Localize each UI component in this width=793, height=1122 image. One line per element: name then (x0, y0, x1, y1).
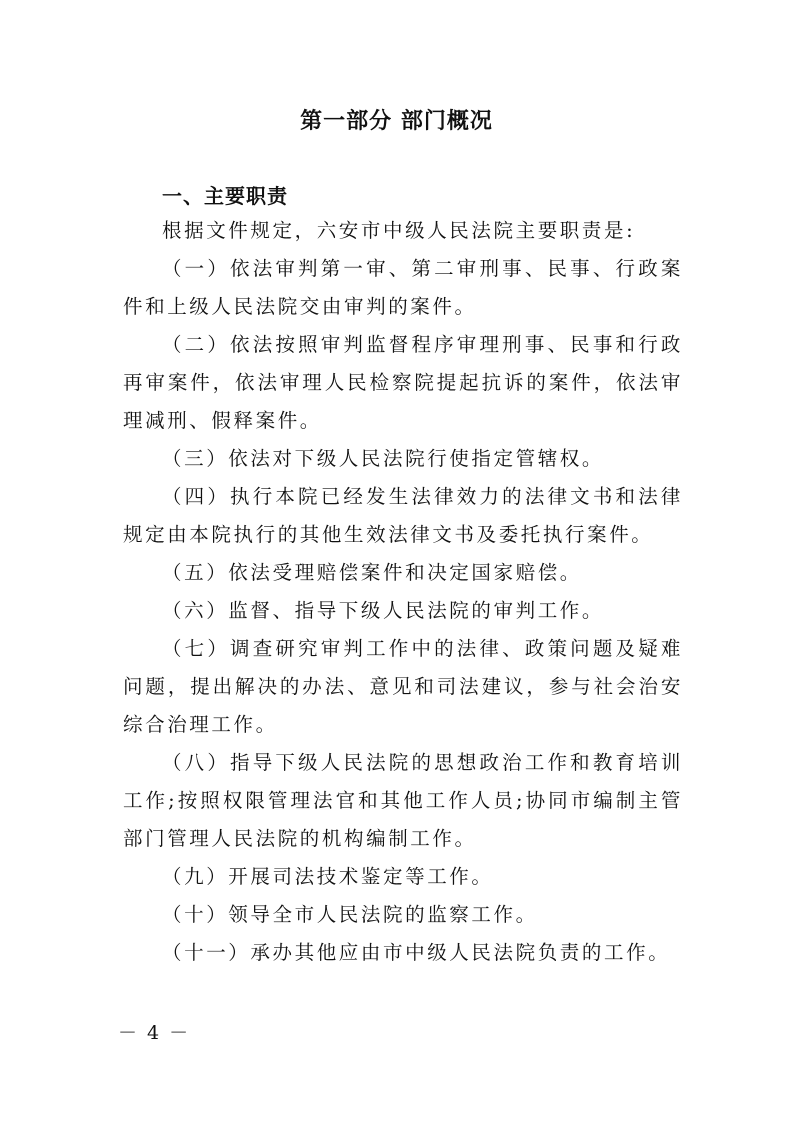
section-heading: 一、主要职责 (162, 184, 288, 208)
duty-item-8: （八）指导下级人民法院的思想政治工作和教育培训工作;按照权限管理法官和其他工作人员;协同市编制主管部门管理人民法院的机构编制工作。 (123, 751, 683, 850)
duty-item-7: （七）调查研究审判工作中的法律、政策问题及疑难问题，提出解决的办法、意见和司法建议，参与社会治安综合治理工作。 (123, 637, 683, 736)
duty-item-5: （五）依法受理赔偿案件和决定国家赔偿。 (162, 561, 582, 584)
duty-item-4: （四）执行本院已经发生法律效力的法律文书和法律规定由本院执行的其他生效法律文书及委托执行案件。 (123, 485, 683, 546)
duty-item-6: （六）监督、指导下级人民法院的审判工作。 (162, 599, 605, 622)
intro-paragraph: 根据文件规定，六安市中级人民法院主要职责是: (162, 219, 636, 242)
duty-item-3: （三）依法对下级人民法院行使指定管辖权。 (162, 447, 605, 470)
duty-item-10: （十）领导全市人民法院的监察工作。 (162, 903, 538, 926)
body-text (123, 212, 683, 972)
page-number: － 4 － (118, 1022, 191, 1044)
duty-item-2: （二）依法按照审判监督程序审理刑事、民事和行政再审案件，依法审理人民检察院提起抗诉的案件，依法审理减刑、假释案件。 (123, 333, 683, 432)
duty-item-9: （九）开展司法技术鉴定等工作。 (162, 865, 494, 888)
duty-item-11: （十一）承办其他应由市中级人民法院负责的工作。 (162, 941, 671, 964)
duty-item-1: （一）依法审判第一审、第二审刑事、民事、行政案件和上级人民法院交由审判的案件。 (123, 257, 683, 318)
page-title: 第一部分 部门概况 (300, 109, 493, 134)
